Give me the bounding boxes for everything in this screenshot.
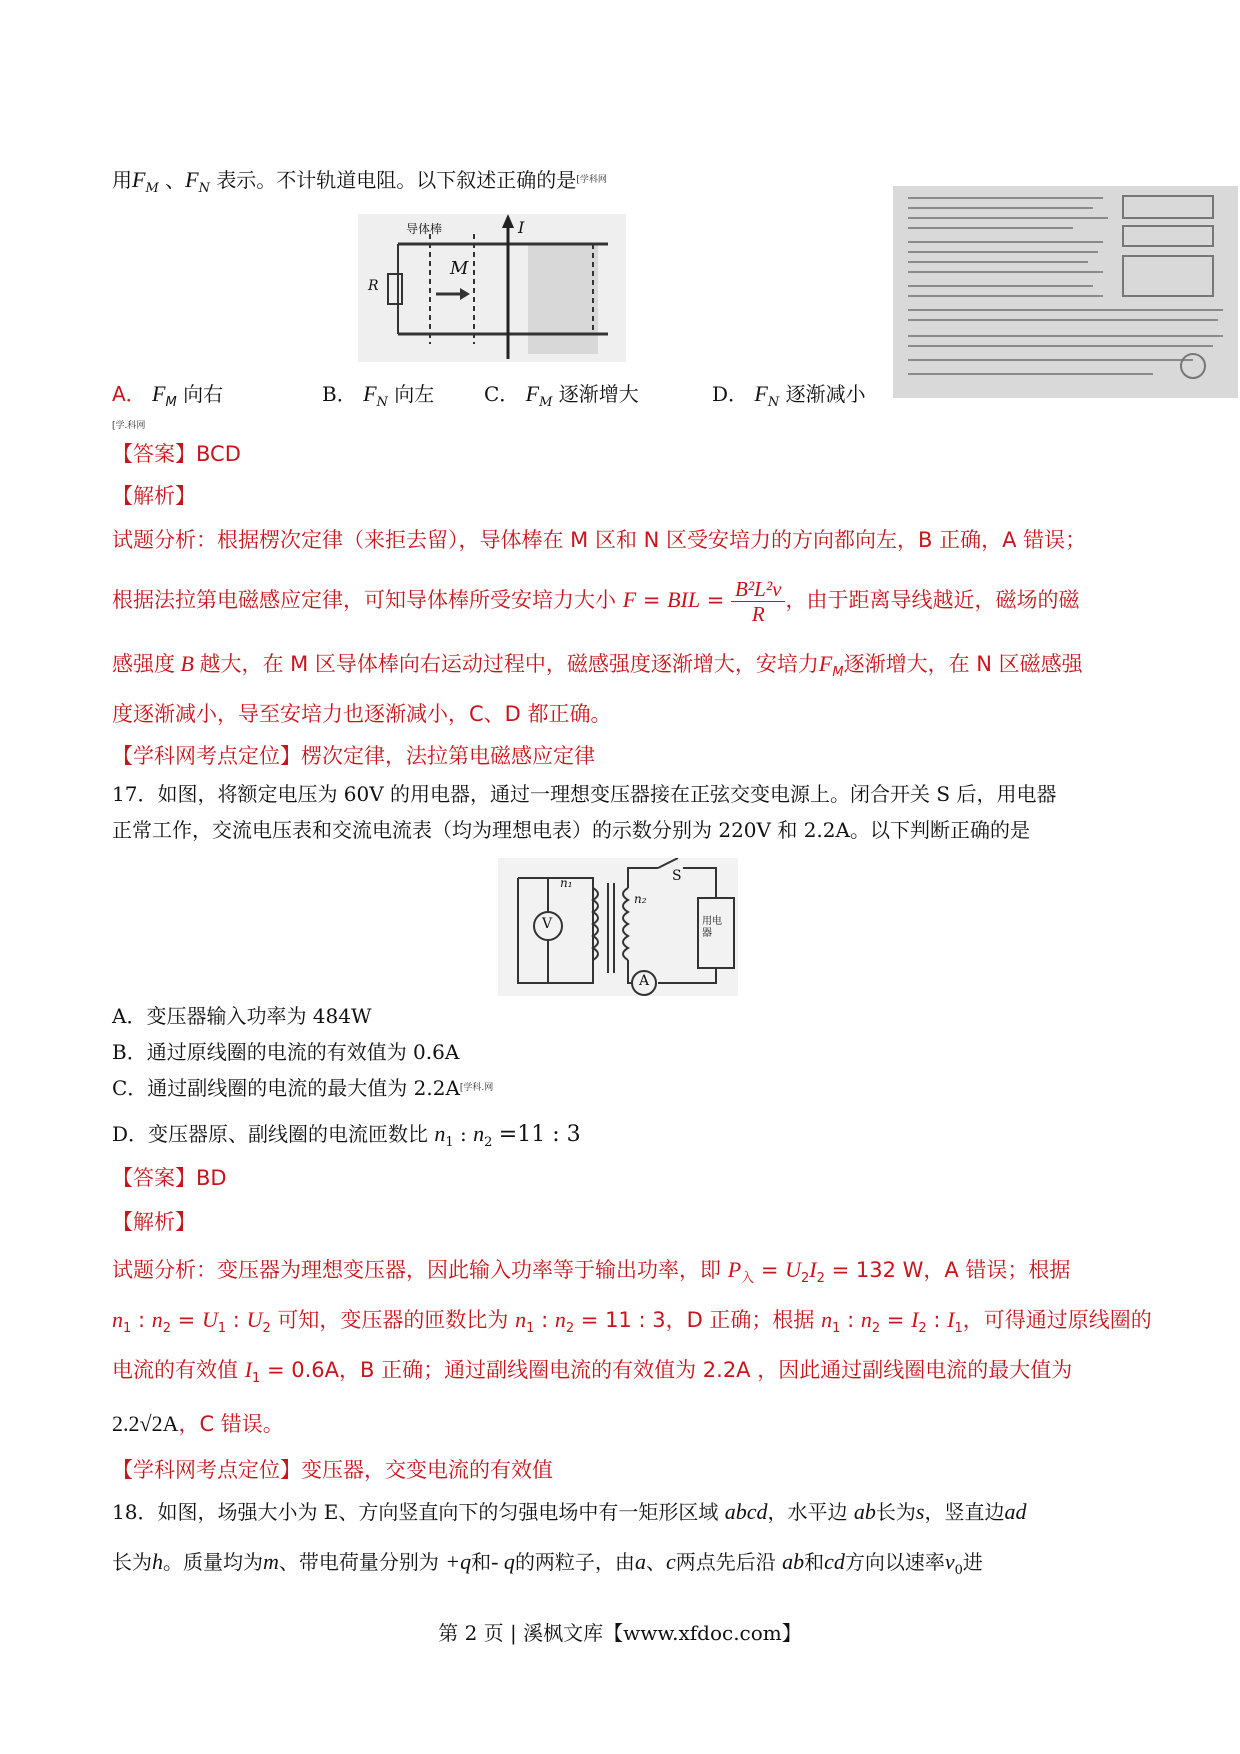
q17-answer: 【答案】BD [112, 1166, 227, 1190]
q16-analysis-line3: 感强度 B 越大，在 M 区导体棒向右运动过程中，磁感强度逐渐增大，安培力$F_M$逐渐增大，在 N 区磁感强 [112, 651, 1083, 681]
q17-analysis-line4: 2.2√2A，C 错误。 [112, 1411, 284, 1436]
q16-option-a: A． $F_M$ 向右 [112, 381, 224, 410]
q17-analysis-line3: 电流的有效值 $I_1 = 0.6A$，B 正确；通过副线圈电流的有效值为 2.2A ，因此通过副线圈电流的最大值为 [112, 1357, 1073, 1387]
page-footer: 第 2 页 | 溪枫文库【www.xfdoc.com】 [438, 1621, 802, 1645]
n2-label: n₂ [634, 892, 647, 906]
q16-knowledge-point: 【学科网考点定位】楞次定律，法拉第电磁感应定律 [112, 744, 595, 768]
q17-option-d: D．变压器原、副线圈的电流匝数比 $n_1$ : $n_2 =11$ : 3 [112, 1121, 581, 1150]
fig-label-current: I [518, 218, 525, 237]
fig-label-region-m: M [450, 258, 469, 279]
rail-circuit-figure [358, 214, 626, 362]
q17-analysis-heading: 【解析】 [112, 1210, 196, 1234]
ammeter-label: A [639, 973, 650, 989]
q16-option-d: D． $F_N$ 逐渐减小 [712, 381, 866, 410]
q17-knowledge-point: 【学科网考点定位】变压器，交变电流的有效值 [112, 1458, 553, 1482]
q16-analysis-line1: 试题分析：根据楞次定律（来拒去留），导体棒在 M 区和 N 区受安培力的方向都向左，B 正确，A 错误； [112, 528, 1087, 552]
q17-stem-line2: 正常工作，交流电压表和交流电流表（均为理想电表）的示数分别为 220V 和 2.2A。以下判断正确的是 [112, 818, 1030, 842]
ampere-force-fraction: $\frac{\text{B²L²v}}{R}$ [731, 577, 785, 626]
q16-analysis-line4: 度逐渐减小，导至安培力也逐渐减小，C、D 都正确。 [112, 702, 612, 726]
q17-analysis-line1: 试题分析：变压器为理想变压器，因此输入功率等于输出功率，即 $P_入 = U_2I_2 = 132$ W，A 错误；根据 [112, 1257, 1071, 1287]
q16-stem: 用$F_M$ 、$F_N$ 表示。不计轨道电阻。以下叙述正确的是$^{[学科网}$ [112, 167, 607, 196]
q17-option-a: A．变压器输入功率为 484W [112, 1004, 372, 1028]
q17-analysis-line2: $n_1$ : $n_2 = U_1$ : $U_2$ 可知，变压器的匝数比为 $n_1$ : $n_2 = 11$ : 3，D 正确；根据 $n_1$ : $n_2 = I_2$ : $I_1$，可得通过原线圈的 [112, 1307, 1152, 1337]
fig-label-conductor-bar: 导体棒 [406, 222, 443, 236]
q16-analysis-line2: 根据法拉第电磁感应定律，可知导体棒所受安培力大小 F = BIL = $\frac{\text{B²L²v}}{R}$ ，由于距离导线越近，磁场的磁 [112, 576, 1080, 626]
q16-option-b: B． $F_N$ 向左 [322, 381, 435, 410]
transformer-circuit-figure [498, 858, 738, 996]
q17-option-b: B．通过原线圈的电流的有效值为 0.6A [112, 1040, 460, 1064]
appliance-label: 用电器 [702, 916, 722, 939]
q16-option-c: C． $F_M$ 逐渐增大 [484, 381, 639, 410]
q16-answer: 【答案】BCD [112, 442, 241, 466]
fig-label-resistor: R [368, 278, 379, 294]
q16-analysis-heading: 【解析】 [112, 484, 196, 508]
voltmeter-label: V [542, 916, 553, 932]
q18-stem-line2: 长为h。质量均为m、带电荷量分别为 +q和- q的两粒子，由a、c两点先后沿 ab和cd方向以速率$v_0$进 [112, 1549, 983, 1578]
q18-stem-line1: 18．如图，场强大小为 E、方向竖直向下的匀强电场中有一矩形区域 abcd，水平边 ab长为s，竖直边ad [112, 1499, 1027, 1524]
scanned-page-thumbnail [893, 186, 1238, 398]
n1-label: n₁ [560, 876, 573, 890]
q17-option-c: C．通过副线圈的电流的最大值为 $2.2A^{[学科.网}$ [112, 1076, 494, 1100]
q17-stem-line1: 17．如图，将额定电压为 60V 的用电器，通过一理想变压器接在正弦交变电源上。闭合开关 S 后，用电器 [112, 782, 1057, 806]
q16-source-tag: [学.科网 [112, 421, 146, 431]
switch-label: S [672, 868, 682, 884]
